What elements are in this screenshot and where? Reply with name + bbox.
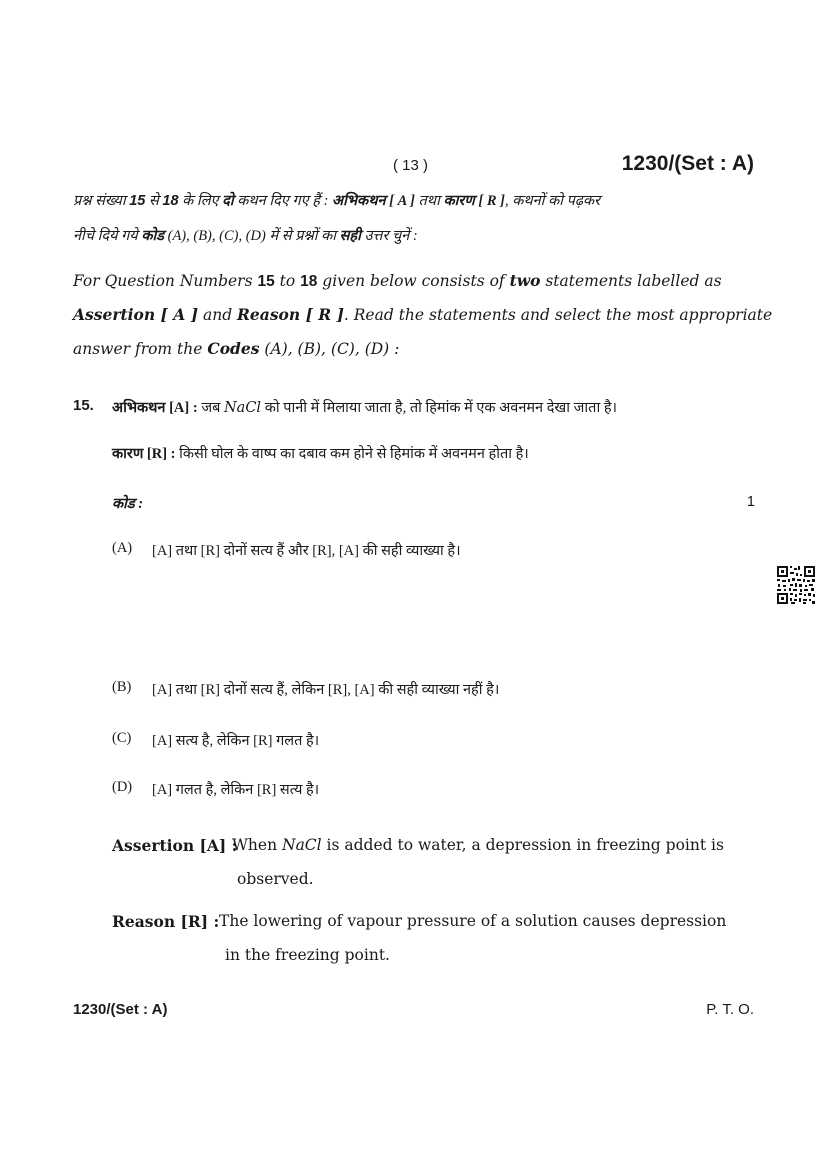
- instructions-hindi-line-2: [73, 225, 755, 245]
- text-span: से: [145, 193, 163, 209]
- page-number: ( 13 ): [393, 157, 429, 174]
- text-span: किसी घोल के वाष्प का दबाव कम होने से हिमांक में अवनमन होता है।: [175, 446, 529, 462]
- text-span: to: [274, 272, 301, 290]
- text-span: के लिए: [178, 193, 223, 209]
- instructions-english-line-1: [73, 271, 755, 291]
- text-span: उत्तर चुनें :: [360, 228, 418, 244]
- text-span: 18: [300, 273, 318, 290]
- text-span: NaCl: [223, 400, 262, 416]
- text-span: नीचे दिये गये: [73, 228, 142, 244]
- text-span: , कथनों को पढ़कर: [504, 193, 601, 209]
- text-span: जब: [197, 400, 224, 416]
- marks: 1: [746, 494, 755, 510]
- instructions-hindi-line-1: [73, 190, 755, 210]
- text-span: 15: [129, 193, 146, 209]
- qr-code-graphic: [776, 565, 816, 605]
- text-span: कारण [R] :: [112, 446, 176, 462]
- instructions-english-line-2: [73, 305, 773, 324]
- text-span: answer from the: [73, 340, 208, 358]
- text-span: (A), (B), (C), (D) में से प्रश्नों का: [163, 228, 340, 244]
- text-span: . Read the statements and select the most appropriate: [343, 306, 773, 324]
- qr-code-icon: [776, 565, 816, 605]
- option-text-c: [A] सत्य है, लेकिन [R] गलत है।: [152, 733, 320, 749]
- text-span: two: [509, 271, 541, 290]
- text-span: and: [198, 306, 238, 324]
- text-span: Codes: [207, 339, 260, 358]
- reason-english-label: [112, 912, 219, 931]
- option-text-b: [A] तथा [R] दोनों सत्य हैं, लेकिन [R], [A] की सही व्याख्या नहीं है।: [152, 682, 500, 698]
- option-label-b: (B): [112, 679, 132, 695]
- text-span: अभिकथन [ A ]: [332, 193, 415, 209]
- instructions-english-line-3: [73, 339, 755, 358]
- option-text-a: [A] तथा [R] दोनों सत्य हैं और [R], [A] की सही व्याख्या है।: [152, 543, 461, 559]
- text-span: statements labelled as: [540, 272, 722, 290]
- text-span: For Question Numbers: [73, 272, 258, 290]
- text-span: When: [232, 836, 282, 854]
- text-span: कारण [ R ]: [443, 193, 505, 209]
- text-span: अभिकथन [A] :: [112, 400, 198, 416]
- header-paper-code: 1230/(Set : A): [621, 152, 754, 175]
- question-number: 15.: [73, 397, 94, 414]
- option-label-c: (C): [112, 730, 132, 746]
- codes-label: कोड :: [112, 496, 144, 512]
- assertion-english-line-1: [232, 836, 724, 854]
- text-span: को पानी में मिलाया जाता है, तो हिमांक में एक अवनमन देखा जाता है।: [261, 400, 618, 416]
- option-label-d: (D): [112, 779, 133, 795]
- assertion-hindi: [112, 397, 617, 417]
- reason-hindi: [112, 443, 529, 463]
- option-label-a: (A): [112, 540, 133, 556]
- text-span: Reason [R] :: [112, 912, 220, 931]
- text-span: प्रश्न संख्या: [73, 193, 130, 209]
- text-span: 15: [257, 273, 275, 290]
- text-span: कथन दिए गए हैं :: [233, 193, 333, 209]
- assertion-english-line-2: observed.: [237, 870, 314, 888]
- assertion-english-label: [112, 836, 237, 855]
- reason-english-line-2: in the freezing point.: [225, 946, 390, 964]
- text-span: 18: [162, 193, 179, 209]
- text-span: Assertion [A] :: [112, 836, 238, 855]
- text-span: सही: [339, 228, 361, 244]
- text-span: is added to water, a depression in freezing point is: [321, 836, 724, 854]
- footer-paper-code: 1230/(Set : A): [73, 1001, 168, 1018]
- text-span: कोड: [141, 228, 164, 244]
- text-span: तथा: [414, 193, 444, 209]
- text-span: given below consists of: [317, 272, 510, 290]
- text-span: (A), (B), (C), (D) :: [259, 340, 400, 358]
- reason-english-line-1: The lowering of vapour pressure of a solution causes depression: [219, 912, 727, 930]
- text-span: NaCl: [282, 836, 322, 854]
- option-text-d: [A] गलत है, लेकिन [R] सत्य है।: [152, 782, 320, 798]
- text-span: Assertion [ A ]: [73, 305, 199, 324]
- text-span: Reason [ R ]: [237, 305, 344, 324]
- footer-pto: P. T. O.: [706, 1001, 754, 1018]
- text-span: दो: [222, 193, 234, 209]
